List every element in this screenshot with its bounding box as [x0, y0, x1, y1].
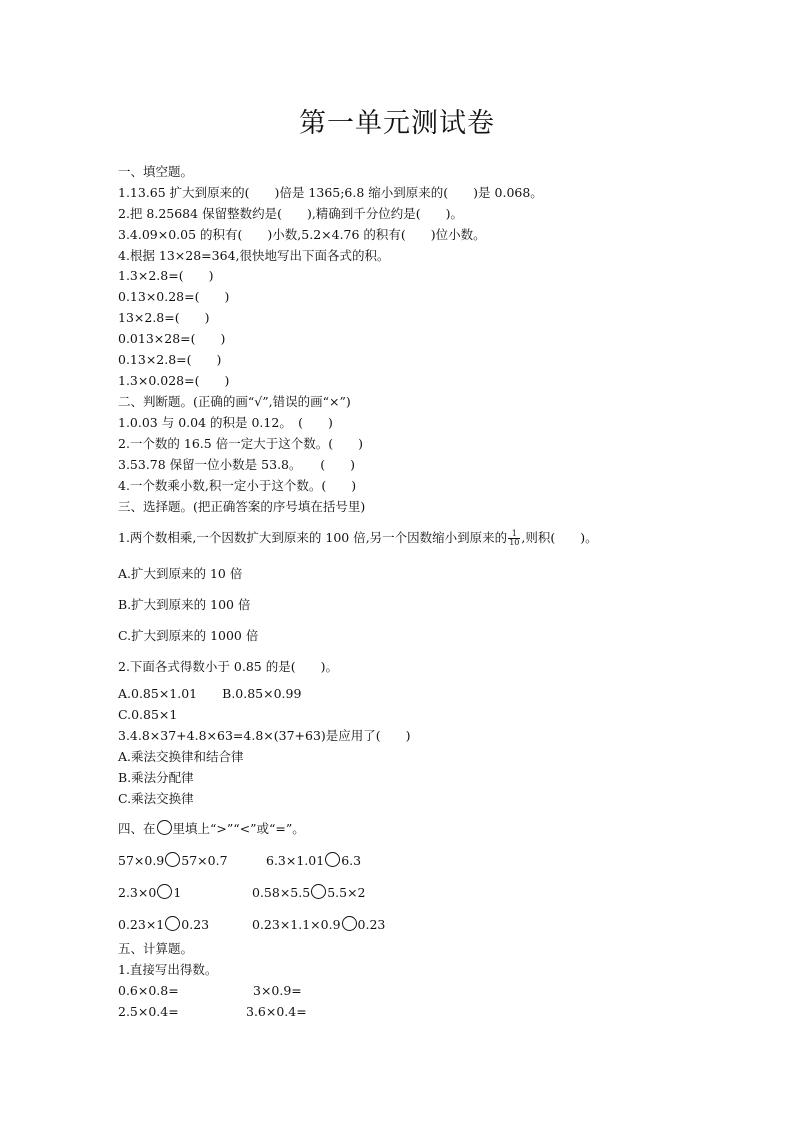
section4-heading-prefix: 四、在 — [118, 821, 156, 836]
compare-left: 2.3×0 — [118, 885, 157, 900]
compare-right: 0.23 — [357, 917, 386, 932]
calc-item: 0.6×0.8= — [118, 983, 179, 998]
circle-blank-icon[interactable] — [165, 852, 180, 867]
fill-item: 0.013×28=( ) — [118, 331, 226, 346]
choice-question-1-tail: ,则积( )。 — [521, 530, 598, 545]
fraction-denominator: 10 — [509, 538, 520, 547]
choice-option: C.乘法交换律 — [118, 791, 194, 806]
compare-item — [118, 916, 209, 933]
compare-left: 57×0.9 — [118, 853, 165, 868]
section4-heading — [118, 820, 305, 837]
circle-blank-icon[interactable] — [325, 852, 340, 867]
section4-heading-suffix: 里填上“>”“<”或“=”。 — [172, 821, 305, 836]
circle-blank-icon[interactable] — [157, 884, 172, 899]
calc-item: 2.5×0.4= — [118, 1004, 179, 1019]
circle-blank-icon — [157, 820, 172, 835]
fraction-numerator: 1 — [508, 530, 520, 539]
compare-item — [252, 884, 366, 901]
fill-item: 1.3×2.8=( ) — [118, 268, 214, 283]
compare-item — [266, 852, 361, 869]
judge-question-2: 2.一个数的 16.5 倍一定大于这个数。( ) — [118, 436, 363, 451]
compare-right: 0.23 — [181, 917, 210, 932]
compare-left: 0.23×1.1×0.9 — [252, 917, 341, 932]
fraction — [508, 530, 520, 547]
compare-item — [118, 884, 181, 901]
circle-blank-icon[interactable] — [342, 916, 357, 931]
compare-item — [252, 916, 385, 933]
calc-item: 3×0.9= — [253, 983, 302, 998]
section3-heading: 三、选择题。(把正确答案的序号填在括号里) — [118, 499, 366, 514]
fill-question-2: 2.把 8.25684 保留整数约是( ),精确到千分位约是( )。 — [118, 206, 464, 221]
choice-option: A.0.85×1.01 B.0.85×0.99 — [118, 686, 302, 701]
compare-right: 5.5×2 — [327, 885, 366, 900]
choice-question-2: 2.下面各式得数小于 0.85 的是( )。 — [118, 659, 338, 674]
calc-item: 3.6×0.4= — [246, 1004, 307, 1019]
section2-heading: 二、判断题。(正确的画“√”,错误的画“×”) — [118, 394, 351, 409]
fill-item: 0.13×0.28=( ) — [118, 289, 230, 304]
section1-heading: 一、填空题。 — [118, 164, 194, 179]
choice-option: A.扩大到原来的 10 倍 — [118, 566, 243, 581]
section5-heading: 五、计算题。 — [118, 941, 194, 956]
calc-subheading: 1.直接写出得数。 — [118, 962, 218, 977]
page-title: 第一单元测试卷 — [299, 108, 495, 139]
choice-question-3: 3.4.8×37+4.8×63=4.8×(37+63)是应用了( ) — [118, 728, 411, 743]
fill-question-1: 1.13.65 扩大到原来的( )倍是 1365;6.8 缩小到原来的( )是 0.068。 — [118, 185, 543, 200]
fill-item: 0.13×2.8=( ) — [118, 352, 222, 367]
choice-option: C.扩大到原来的 1000 倍 — [118, 628, 259, 643]
compare-right: 57×0.7 — [181, 853, 228, 868]
circle-blank-icon[interactable] — [311, 884, 326, 899]
choice-option: B.乘法分配律 — [118, 770, 194, 785]
circle-blank-icon[interactable] — [165, 916, 180, 931]
choice-question-1 — [118, 530, 598, 547]
compare-left: 6.3×1.01 — [266, 853, 325, 868]
fill-question-4: 4.根据 13×28=364,很快地写出下面各式的积。 — [118, 248, 390, 263]
judge-question-3: 3.53.78 保留一位小数是 53.8。 ( ) — [118, 457, 355, 472]
compare-left: 0.58×5.5 — [252, 885, 311, 900]
fill-item: 1.3×0.028=( ) — [118, 373, 230, 388]
fill-question-3: 3.4.09×0.05 的积有( )小数,5.2×4.76 的积有( )位小数。 — [118, 227, 486, 242]
fill-item: 13×2.8=( ) — [118, 310, 210, 325]
choice-option: B.扩大到原来的 100 倍 — [118, 597, 251, 612]
compare-right: 1 — [173, 885, 182, 900]
judge-question-4: 4.一个数乘小数,积一定小于这个数。( ) — [118, 478, 357, 493]
judge-question-1: 1.0.03 与 0.04 的积是 0.12。 ( ) — [118, 415, 333, 430]
compare-item — [118, 852, 228, 869]
compare-right: 6.3 — [341, 853, 362, 868]
choice-option: C.0.85×1 — [118, 707, 178, 722]
choice-option: A.乘法交换律和结合律 — [118, 749, 244, 764]
choice-question-1-text: 1.两个数相乘,一个因数扩大到原来的 100 倍,另一个因数缩小到原来的 — [118, 530, 508, 545]
compare-left: 0.23×1 — [118, 917, 165, 932]
